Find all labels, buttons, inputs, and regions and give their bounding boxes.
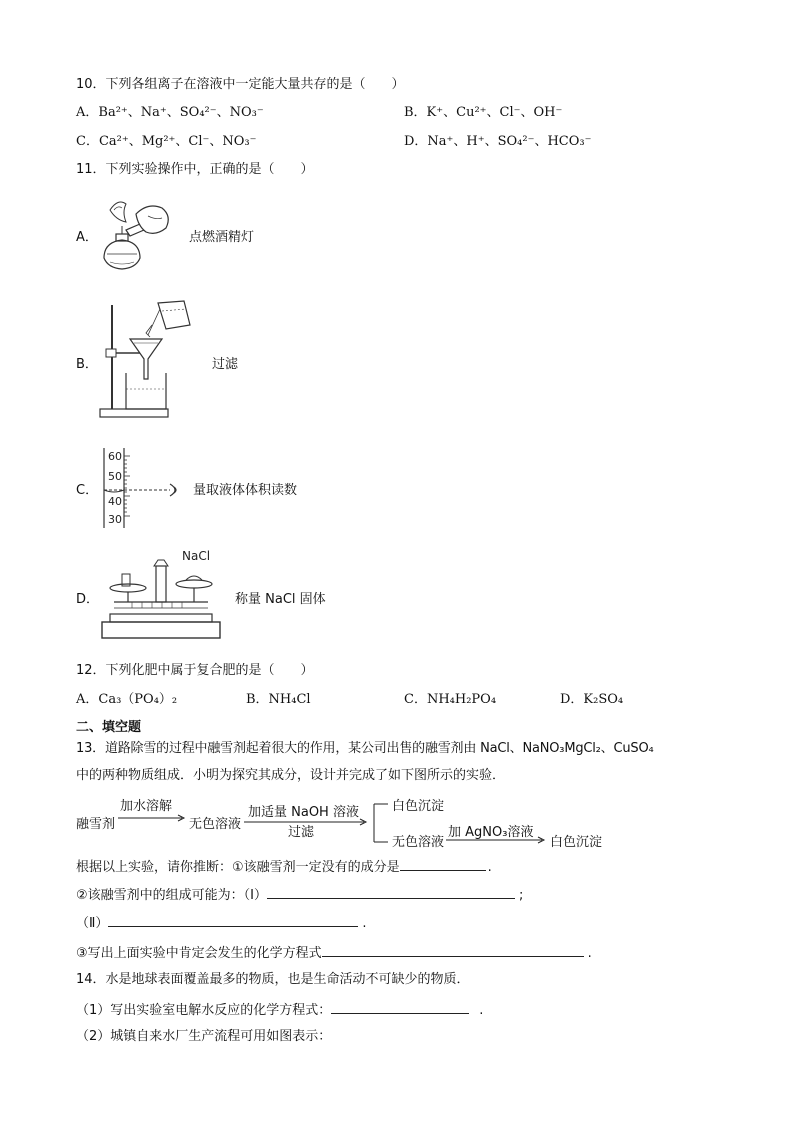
flow-mid: 无色溶液 [189, 817, 242, 832]
alcohol-lamp-illustration [96, 196, 178, 276]
q12-option-c: C．NH₄H₂PO₄ [404, 692, 497, 707]
q11-option-b-text: 过滤 [212, 357, 239, 372]
q13-answer-blank-3[interactable] [108, 914, 358, 927]
q10-stem: 10．下列各组离子在溶液中一定能大量共存的是（ ） [76, 77, 405, 92]
flow-step2-top: 加适量 NaOH 溶液 [248, 805, 359, 820]
cylinder-tick-60: 60 [108, 450, 122, 463]
q13-p2 [76, 886, 523, 904]
q13-p3-text: （Ⅱ） [76, 916, 109, 931]
q11-option-a-text: 点燃酒精灯 [189, 230, 255, 245]
balance-scale-illustration [102, 546, 226, 644]
q11-option-c-text: 量取液体体积读数 [193, 483, 298, 498]
q14-sub1-dot: . [479, 1003, 484, 1018]
graduated-cylinder-illustration [100, 446, 190, 532]
q13-stem-line1: 13．道路除雪的过程中融雪剂起着很大的作用，某公司出售的融雪剂由 NaCl、NaNO₃MgCl₂、CuSO₄ [76, 741, 654, 756]
q14-sub2: （2）城镇自来水厂生产流程可用如图表示： [76, 1029, 332, 1044]
q11-option-b-label: B． [76, 357, 98, 372]
flow-end: 白色沉淀 [550, 835, 603, 850]
flow-branch-top: 白色沉淀 [392, 799, 445, 814]
q11-option-d-label: D． [76, 592, 100, 607]
cylinder-tick-40: 40 [108, 495, 122, 508]
q13-experiment-flowchart [74, 792, 634, 852]
q13-answer-blank-2[interactable] [267, 886, 515, 899]
q11-option-d-text: 称量 NaCl 固体 [235, 592, 326, 607]
q10-option-d: D．Na⁺、H⁺、SO₄²⁻、HCO₃⁻ [404, 134, 592, 149]
q14-stem: 14．水是地球表面覆盖最多的物质，也是生命活动不可缺少的物质． [76, 972, 470, 987]
q11-option-c-label: C． [76, 483, 99, 498]
q14-sub1-text: （1）写出实验室电解水反应的化学方程式： [76, 1003, 332, 1018]
q13-p1 [76, 858, 492, 876]
flow-step2-bottom: 过滤 [288, 825, 315, 840]
q10-option-b: B．K⁺、Cu²⁺、Cl⁻、OH⁻ [404, 105, 563, 120]
flow-step3: 加 AgNO₃溶液 [448, 825, 534, 840]
balance-nacl-tag: NaCl [182, 549, 211, 563]
q12-option-d: D．K₂SO₄ [560, 692, 624, 707]
q12-option-a: A．Ca₃（PO₄）₂ [76, 692, 178, 707]
q14-sub1 [76, 1001, 483, 1019]
q14-answer-blank-1[interactable] [331, 1001, 469, 1014]
q13-stem-line2: 中的两种物质组成．小明为探究其成分，设计并完成了如下图所示的实验． [76, 768, 506, 783]
q13-p3 [76, 914, 367, 932]
q13-answer-blank-4[interactable] [322, 944, 584, 957]
q13-p4 [76, 944, 592, 962]
q11-option-a-label: A． [76, 230, 98, 245]
q13-p3-dot: . [362, 916, 367, 931]
section-title: 二、填空题 [76, 720, 142, 735]
q10-option-c: C．Ca²⁺、Mg²⁺、Cl⁻、NO₃⁻ [76, 134, 257, 149]
flow-step1: 加水溶解 [120, 799, 173, 814]
q13-p4-dot: . [587, 946, 592, 961]
q13-p2-text: ②该融雪剂中的组成可能为：（Ⅰ） [76, 888, 267, 903]
flow-branch-bottom: 无色溶液 [392, 835, 445, 850]
q13-answer-blank-1[interactable] [400, 858, 486, 871]
q11-stem: 11．下列实验操作中，正确的是（ ） [76, 162, 314, 177]
q13-p1-text: 根据以上实验，请你推断：①该融雪剂一定没有的成分是 [76, 860, 400, 875]
q13-p2-semi: ; [519, 888, 524, 903]
q13-p4-text: ③写出上面实验中肯定会发生的化学方程式 [76, 946, 322, 961]
q13-p1-dot: . [487, 860, 492, 875]
cylinder-tick-30: 30 [108, 513, 122, 526]
q10-option-a: A．Ba²⁺、Na⁺、SO₄²⁻、NO₃⁻ [76, 105, 264, 120]
q12-option-b: B．NH₄Cl [246, 692, 311, 707]
cylinder-tick-50: 50 [108, 470, 122, 483]
flow-start: 融雪剂 [76, 817, 116, 832]
q12-stem: 12．下列化肥中属于复合肥的是（ ） [76, 663, 314, 678]
filtration-setup-illustration [100, 297, 194, 421]
